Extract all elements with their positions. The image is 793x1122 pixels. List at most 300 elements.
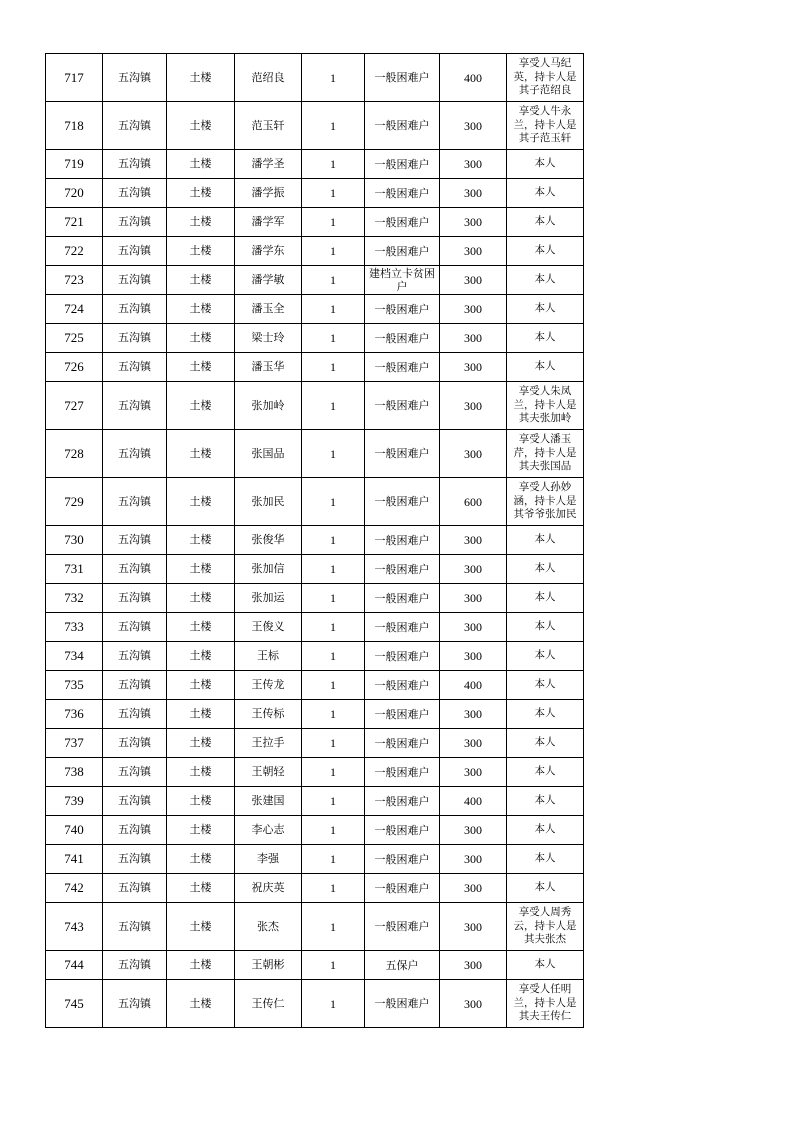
table-row — [46, 526, 584, 555]
note-line: 芹，持卡人是 — [513, 446, 577, 459]
table-row — [46, 758, 584, 787]
village-cell: 土楼 — [167, 642, 235, 671]
holder-name-cell: 范玉轩 — [235, 102, 302, 150]
village-cell: 土楼 — [167, 324, 235, 353]
note-line: 其夫张加岭 — [518, 412, 572, 425]
town-cell: 五沟镇 — [103, 758, 167, 787]
note-line: 享受人周秀 — [518, 906, 572, 919]
note-line: 享受人马纪 — [518, 57, 572, 70]
household-type-cell: 一般困难户 — [365, 295, 440, 324]
town-cell: 五沟镇 — [103, 150, 167, 179]
row-number: 728 — [46, 430, 103, 478]
household-type-cell: 一般困难户 — [365, 758, 440, 787]
household-count-cell: 1 — [302, 526, 365, 555]
holder-name-cell: 张国品 — [235, 430, 302, 478]
table-row — [46, 816, 584, 845]
note-line: 享受人朱凤 — [518, 385, 572, 398]
village-cell: 土楼 — [167, 816, 235, 845]
table-row — [46, 208, 584, 237]
town-cell: 五沟镇 — [103, 295, 167, 324]
household-type-cell: 一般困难户 — [365, 237, 440, 266]
amount-cell: 300 — [440, 903, 507, 951]
village-cell: 土楼 — [167, 382, 235, 430]
row-number: 733 — [46, 613, 103, 642]
amount-cell: 300 — [440, 526, 507, 555]
table-row — [46, 430, 584, 478]
card-holder-note-cell — [507, 584, 584, 613]
amount-cell: 300 — [440, 700, 507, 729]
note-line: 本人 — [534, 823, 556, 836]
town-cell: 五沟镇 — [103, 951, 167, 980]
household-type-cell: 一般困难户 — [365, 54, 440, 102]
village-cell: 土楼 — [167, 555, 235, 584]
note-line: 本人 — [534, 765, 556, 778]
amount-cell: 300 — [440, 382, 507, 430]
table-row — [46, 700, 584, 729]
table-row — [46, 642, 584, 671]
note-line: 本人 — [534, 533, 556, 546]
amount-cell: 300 — [440, 845, 507, 874]
note-line: 本人 — [534, 736, 556, 749]
card-holder-note-cell — [507, 102, 584, 150]
table-row — [46, 555, 584, 584]
holder-name-cell: 王朝彬 — [235, 951, 302, 980]
card-holder-note-cell — [507, 382, 584, 430]
table-row — [46, 478, 584, 526]
card-holder-note-cell — [507, 787, 584, 816]
note-line: 兰，持卡人是 — [513, 118, 577, 131]
household-count-cell: 1 — [302, 613, 365, 642]
card-holder-note-cell — [507, 295, 584, 324]
household-type-cell: 一般困难户 — [365, 430, 440, 478]
row-number: 740 — [46, 816, 103, 845]
holder-name-cell: 张加信 — [235, 555, 302, 584]
card-holder-note-cell — [507, 642, 584, 671]
holder-name-cell: 张加民 — [235, 478, 302, 526]
household-type-cell: 一般困难户 — [365, 613, 440, 642]
row-number: 732 — [46, 584, 103, 613]
village-cell: 土楼 — [167, 700, 235, 729]
amount-cell: 300 — [440, 642, 507, 671]
household-type-cell: 一般困难户 — [365, 700, 440, 729]
village-cell: 土楼 — [167, 671, 235, 700]
card-holder-note-cell — [507, 980, 584, 1028]
card-holder-note-cell — [507, 353, 584, 382]
row-number: 726 — [46, 353, 103, 382]
village-cell: 土楼 — [167, 430, 235, 478]
note-line: 本人 — [534, 215, 556, 228]
holder-name-cell: 梁士玲 — [235, 324, 302, 353]
holder-name-cell: 潘学圣 — [235, 150, 302, 179]
village-cell: 土楼 — [167, 758, 235, 787]
amount-cell: 300 — [440, 584, 507, 613]
row-number: 720 — [46, 179, 103, 208]
holder-name-cell: 张加运 — [235, 584, 302, 613]
card-holder-note-cell — [507, 208, 584, 237]
amount-cell: 300 — [440, 353, 507, 382]
amount-cell: 300 — [440, 237, 507, 266]
note-line: 本人 — [534, 562, 556, 575]
town-cell: 五沟镇 — [103, 642, 167, 671]
amount-cell: 300 — [440, 980, 507, 1028]
row-number: 730 — [46, 526, 103, 555]
household-count-cell: 1 — [302, 700, 365, 729]
household-count-cell: 1 — [302, 642, 365, 671]
household-type-cell: 一般困难户 — [365, 903, 440, 951]
note-line: 其子范玉轩 — [518, 132, 572, 145]
note-line: 享受人孙妙 — [518, 481, 572, 494]
row-number: 731 — [46, 555, 103, 584]
village-cell: 土楼 — [167, 980, 235, 1028]
table-row — [46, 613, 584, 642]
note-line: 享受人潘玉 — [518, 433, 572, 446]
household-count-cell: 1 — [302, 874, 365, 903]
town-cell: 五沟镇 — [103, 208, 167, 237]
household-type-cell: 一般困难户 — [365, 874, 440, 903]
amount-cell: 300 — [440, 324, 507, 353]
note-line: 涵，持卡人是 — [513, 494, 577, 507]
note-line: 其夫张杰 — [524, 933, 566, 946]
row-number: 724 — [46, 295, 103, 324]
roster-body — [46, 54, 584, 1028]
holder-name-cell: 王传标 — [235, 700, 302, 729]
town-cell: 五沟镇 — [103, 555, 167, 584]
note-line: 本人 — [534, 881, 556, 894]
card-holder-note-cell — [507, 237, 584, 266]
row-number: 734 — [46, 642, 103, 671]
note-line: 本人 — [534, 331, 556, 344]
row-number: 725 — [46, 324, 103, 353]
household-type-cell: 一般困难户 — [365, 555, 440, 584]
household-count-cell: 1 — [302, 980, 365, 1028]
row-number: 745 — [46, 980, 103, 1028]
town-cell: 五沟镇 — [103, 54, 167, 102]
holder-name-cell: 张建国 — [235, 787, 302, 816]
holder-name-cell: 范绍良 — [235, 54, 302, 102]
village-cell: 土楼 — [167, 353, 235, 382]
table-row — [46, 295, 584, 324]
note-line: 享受人牛永 — [518, 105, 572, 118]
row-number: 723 — [46, 266, 103, 295]
table-row — [46, 584, 584, 613]
household-count-cell: 1 — [302, 295, 365, 324]
note-line: 其子范绍良 — [518, 84, 572, 97]
household-count-cell: 1 — [302, 54, 365, 102]
holder-name-cell: 王拉手 — [235, 729, 302, 758]
holder-name-cell: 潘学军 — [235, 208, 302, 237]
amount-cell: 300 — [440, 816, 507, 845]
town-cell: 五沟镇 — [103, 787, 167, 816]
note-line: 其夫王传仁 — [518, 1010, 572, 1023]
table-row — [46, 353, 584, 382]
row-number: 736 — [46, 700, 103, 729]
household-type-cell: 一般困难户 — [365, 526, 440, 555]
village-cell: 土楼 — [167, 526, 235, 555]
village-cell: 土楼 — [167, 208, 235, 237]
household-count-cell: 1 — [302, 478, 365, 526]
village-cell: 土楼 — [167, 951, 235, 980]
note-line: 本人 — [534, 649, 556, 662]
note-line: 本人 — [534, 157, 556, 170]
town-cell: 五沟镇 — [103, 324, 167, 353]
card-holder-note-cell — [507, 700, 584, 729]
holder-name-cell: 李心志 — [235, 816, 302, 845]
table-row — [46, 179, 584, 208]
table-row — [46, 237, 584, 266]
village-cell: 土楼 — [167, 787, 235, 816]
card-holder-note-cell — [507, 816, 584, 845]
note-line: 本人 — [534, 186, 556, 199]
row-number: 727 — [46, 382, 103, 430]
holder-name-cell: 张加岭 — [235, 382, 302, 430]
household-count-cell: 1 — [302, 845, 365, 874]
town-cell: 五沟镇 — [103, 237, 167, 266]
note-line: 本人 — [534, 707, 556, 720]
town-cell: 五沟镇 — [103, 179, 167, 208]
table-row — [46, 54, 584, 102]
holder-name-cell: 李强 — [235, 845, 302, 874]
card-holder-note-cell — [507, 526, 584, 555]
household-count-cell: 1 — [302, 430, 365, 478]
town-cell: 五沟镇 — [103, 102, 167, 150]
note-line: 本人 — [534, 620, 556, 633]
holder-name-cell: 王朝轻 — [235, 758, 302, 787]
household-type-cell: 一般困难户 — [365, 382, 440, 430]
card-holder-note-cell — [507, 613, 584, 642]
household-count-cell: 1 — [302, 729, 365, 758]
village-cell: 土楼 — [167, 874, 235, 903]
town-cell: 五沟镇 — [103, 430, 167, 478]
table-row — [46, 729, 584, 758]
amount-cell: 300 — [440, 613, 507, 642]
amount-cell: 300 — [440, 295, 507, 324]
note-line: 兰，持卡人是 — [513, 398, 577, 411]
note-line: 本人 — [534, 273, 556, 286]
household-type-cell: 一般困难户 — [365, 102, 440, 150]
amount-cell: 400 — [440, 787, 507, 816]
household-type-cell: 一般困难户 — [365, 353, 440, 382]
household-count-cell: 1 — [302, 208, 365, 237]
household-type-cell: 一般困难户 — [365, 179, 440, 208]
row-number: 722 — [46, 237, 103, 266]
amount-cell: 400 — [440, 671, 507, 700]
amount-cell: 300 — [440, 150, 507, 179]
town-cell: 五沟镇 — [103, 816, 167, 845]
holder-name-cell: 潘学东 — [235, 237, 302, 266]
table-row — [46, 266, 584, 295]
card-holder-note-cell — [507, 266, 584, 295]
table-row — [46, 671, 584, 700]
household-type-cell: 一般困难户 — [365, 845, 440, 874]
household-count-cell: 1 — [302, 382, 365, 430]
card-holder-note-cell — [507, 671, 584, 700]
household-count-cell: 1 — [302, 584, 365, 613]
household-count-cell: 1 — [302, 671, 365, 700]
household-type-cell: 一般困难户 — [365, 642, 440, 671]
holder-name-cell: 张俊华 — [235, 526, 302, 555]
note-line: 本人 — [534, 360, 556, 373]
card-holder-note-cell — [507, 150, 584, 179]
household-type-cell: 建档立卡贫困户 — [365, 266, 440, 295]
card-holder-note-cell — [507, 758, 584, 787]
holder-name-cell: 王传仁 — [235, 980, 302, 1028]
note-line: 其夫张国品 — [518, 460, 572, 473]
note-line: 本人 — [534, 591, 556, 604]
card-holder-note-cell — [507, 845, 584, 874]
note-line: 本人 — [534, 958, 556, 971]
village-cell: 土楼 — [167, 179, 235, 208]
card-holder-note-cell — [507, 478, 584, 526]
amount-cell: 300 — [440, 430, 507, 478]
note-line: 英，持卡人是 — [513, 70, 577, 83]
village-cell: 土楼 — [167, 584, 235, 613]
amount-cell: 400 — [440, 54, 507, 102]
household-count-cell: 1 — [302, 903, 365, 951]
holder-name-cell: 王俊义 — [235, 613, 302, 642]
note-line: 其爷爷张加民 — [513, 508, 577, 521]
row-number: 742 — [46, 874, 103, 903]
card-holder-note-cell — [507, 179, 584, 208]
table-row — [46, 102, 584, 150]
row-number: 737 — [46, 729, 103, 758]
table-row — [46, 845, 584, 874]
village-cell: 土楼 — [167, 54, 235, 102]
note-line: 本人 — [534, 244, 556, 257]
household-type-cell: 一般困难户 — [365, 980, 440, 1028]
holder-name-cell: 祝庆英 — [235, 874, 302, 903]
table-row — [46, 324, 584, 353]
amount-cell: 300 — [440, 555, 507, 584]
card-holder-note-cell — [507, 729, 584, 758]
amount-cell: 300 — [440, 266, 507, 295]
town-cell: 五沟镇 — [103, 266, 167, 295]
table-row — [46, 874, 584, 903]
village-cell: 土楼 — [167, 295, 235, 324]
note-line: 本人 — [534, 678, 556, 691]
town-cell: 五沟镇 — [103, 700, 167, 729]
amount-cell: 300 — [440, 758, 507, 787]
household-count-cell: 1 — [302, 102, 365, 150]
household-count-cell: 1 — [302, 758, 365, 787]
table-row — [46, 787, 584, 816]
table-row — [46, 903, 584, 951]
note-line: 本人 — [534, 852, 556, 865]
note-line: 云，持卡人是 — [513, 919, 577, 932]
note-line: 本人 — [534, 794, 556, 807]
village-cell: 土楼 — [167, 478, 235, 526]
town-cell: 五沟镇 — [103, 613, 167, 642]
household-type-cell: 一般困难户 — [365, 324, 440, 353]
household-count-cell: 1 — [302, 951, 365, 980]
town-cell: 五沟镇 — [103, 729, 167, 758]
household-count-cell: 1 — [302, 353, 365, 382]
relief-roster-table — [45, 53, 584, 1028]
village-cell: 土楼 — [167, 150, 235, 179]
town-cell: 五沟镇 — [103, 903, 167, 951]
table-row — [46, 980, 584, 1028]
household-count-cell: 1 — [302, 787, 365, 816]
row-number: 739 — [46, 787, 103, 816]
household-type-cell: 一般困难户 — [365, 584, 440, 613]
row-number: 721 — [46, 208, 103, 237]
village-cell: 土楼 — [167, 613, 235, 642]
household-type-cell: 一般困难户 — [365, 816, 440, 845]
note-line: 本人 — [534, 302, 556, 315]
household-type-cell: 一般困难户 — [365, 150, 440, 179]
household-count-cell: 1 — [302, 150, 365, 179]
card-holder-note-cell — [507, 324, 584, 353]
household-count-cell: 1 — [302, 324, 365, 353]
holder-name-cell: 潘学振 — [235, 179, 302, 208]
row-number: 719 — [46, 150, 103, 179]
table-row — [46, 150, 584, 179]
row-number: 729 — [46, 478, 103, 526]
card-holder-note-cell — [507, 874, 584, 903]
household-count-cell: 1 — [302, 179, 365, 208]
card-holder-note-cell — [507, 555, 584, 584]
card-holder-note-cell — [507, 951, 584, 980]
household-count-cell: 1 — [302, 266, 365, 295]
amount-cell: 300 — [440, 951, 507, 980]
town-cell: 五沟镇 — [103, 874, 167, 903]
row-number: 718 — [46, 102, 103, 150]
town-cell: 五沟镇 — [103, 671, 167, 700]
amount-cell: 300 — [440, 729, 507, 758]
card-holder-note-cell — [507, 430, 584, 478]
household-type-cell: 一般困难户 — [365, 208, 440, 237]
town-cell: 五沟镇 — [103, 353, 167, 382]
village-cell: 土楼 — [167, 729, 235, 758]
row-number: 743 — [46, 903, 103, 951]
household-type-cell: 五保户 — [365, 951, 440, 980]
town-cell: 五沟镇 — [103, 584, 167, 613]
holder-name-cell: 王标 — [235, 642, 302, 671]
household-count-cell: 1 — [302, 555, 365, 584]
row-number: 744 — [46, 951, 103, 980]
village-cell: 土楼 — [167, 237, 235, 266]
amount-cell: 300 — [440, 179, 507, 208]
household-type-cell: 一般困难户 — [365, 729, 440, 758]
holder-name-cell: 王传龙 — [235, 671, 302, 700]
holder-name-cell: 潘玉华 — [235, 353, 302, 382]
table-row — [46, 382, 584, 430]
table-row — [46, 951, 584, 980]
village-cell: 土楼 — [167, 102, 235, 150]
holder-name-cell: 潘玉全 — [235, 295, 302, 324]
amount-cell: 300 — [440, 874, 507, 903]
village-cell: 土楼 — [167, 845, 235, 874]
note-line: 兰，持卡人是 — [513, 996, 577, 1009]
row-number: 717 — [46, 54, 103, 102]
card-holder-note-cell — [507, 903, 584, 951]
household-type-cell: 一般困难户 — [365, 787, 440, 816]
amount-cell: 300 — [440, 102, 507, 150]
row-number: 735 — [46, 671, 103, 700]
row-number: 741 — [46, 845, 103, 874]
household-count-cell: 1 — [302, 237, 365, 266]
town-cell: 五沟镇 — [103, 980, 167, 1028]
village-cell: 土楼 — [167, 266, 235, 295]
household-count-cell: 1 — [302, 816, 365, 845]
amount-cell: 300 — [440, 208, 507, 237]
household-type-cell: 一般困难户 — [365, 478, 440, 526]
card-holder-note-cell — [507, 54, 584, 102]
town-cell: 五沟镇 — [103, 478, 167, 526]
town-cell: 五沟镇 — [103, 845, 167, 874]
town-cell: 五沟镇 — [103, 526, 167, 555]
holder-name-cell: 潘学敏 — [235, 266, 302, 295]
household-type-cell: 一般困难户 — [365, 671, 440, 700]
